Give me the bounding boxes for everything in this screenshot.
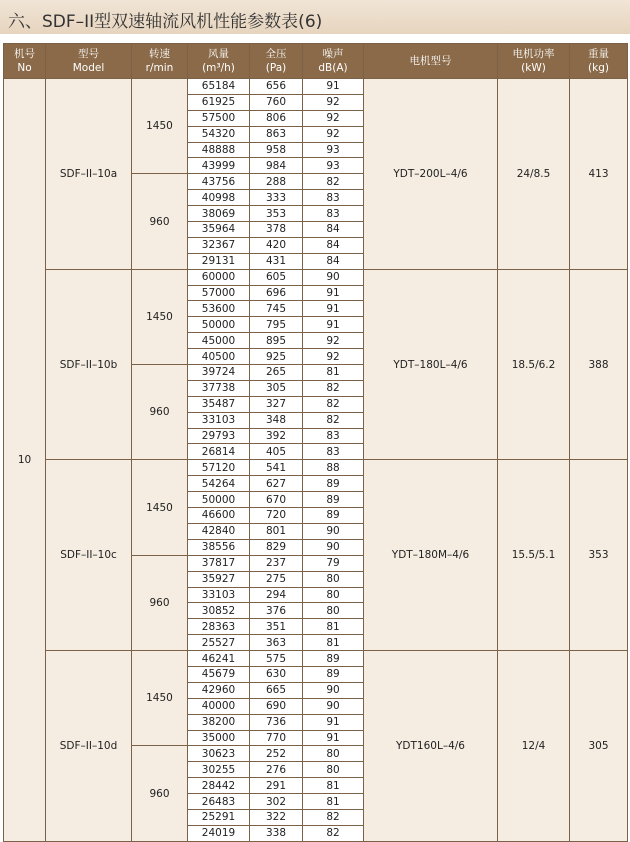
- weight-cell: 388: [570, 269, 628, 460]
- pressure-cell: 736: [250, 714, 303, 730]
- airflow-cell: 37817: [188, 555, 250, 571]
- noise-cell: 89: [303, 476, 364, 492]
- noise-cell: 80: [303, 603, 364, 619]
- airflow-cell: 33103: [188, 587, 250, 603]
- noise-cell: 89: [303, 666, 364, 682]
- noise-cell: 82: [303, 396, 364, 412]
- motor-model-cell: YDT–180L–4/6: [364, 269, 498, 460]
- pressure-cell: 829: [250, 539, 303, 555]
- model-cell: SDF–II–10d: [46, 651, 132, 842]
- pressure-cell: 656: [250, 79, 303, 95]
- airflow-cell: 28363: [188, 619, 250, 635]
- speed-cell: 1450: [132, 460, 188, 555]
- header-label-cn: 电机功率: [512, 48, 555, 60]
- header-label-cn: 风量: [208, 48, 229, 60]
- noise-cell: 92: [303, 94, 364, 110]
- header-cell: [303, 44, 364, 79]
- airflow-cell: 45679: [188, 666, 250, 682]
- speed-cell: 960: [132, 746, 188, 841]
- noise-cell: 81: [303, 619, 364, 635]
- header-cell: [250, 44, 303, 79]
- header-label-cn: 型号: [78, 48, 99, 60]
- header-label-en: Model: [72, 62, 105, 74]
- airflow-cell: 50000: [188, 492, 250, 508]
- pressure-cell: 294: [250, 587, 303, 603]
- airflow-cell: 29793: [188, 428, 250, 444]
- pressure-cell: 665: [250, 682, 303, 698]
- pressure-cell: 863: [250, 126, 303, 142]
- header-label-en: dB(A): [318, 62, 348, 74]
- pressure-cell: 420: [250, 237, 303, 253]
- motor-power-cell: 15.5/5.1: [498, 460, 570, 651]
- airflow-cell: 26814: [188, 444, 250, 460]
- header-label-cn: 电机型号: [409, 55, 452, 67]
- pressure-cell: 302: [250, 794, 303, 810]
- airflow-cell: 54264: [188, 476, 250, 492]
- airflow-cell: 32367: [188, 237, 250, 253]
- noise-cell: 84: [303, 237, 364, 253]
- pressure-cell: 333: [250, 190, 303, 206]
- noise-cell: 80: [303, 571, 364, 587]
- noise-cell: 84: [303, 222, 364, 238]
- pressure-cell: 338: [250, 825, 303, 841]
- airflow-cell: 28442: [188, 778, 250, 794]
- airflow-cell: 35964: [188, 222, 250, 238]
- motor-model-cell: YDT–200L–4/6: [364, 79, 498, 270]
- noise-cell: 92: [303, 333, 364, 349]
- pressure-cell: 958: [250, 142, 303, 158]
- airflow-cell: 61925: [188, 94, 250, 110]
- header-label-en: No: [17, 62, 32, 74]
- pressure-cell: 275: [250, 571, 303, 587]
- pressure-cell: 291: [250, 778, 303, 794]
- pressure-cell: 690: [250, 698, 303, 714]
- pressure-cell: 575: [250, 651, 303, 667]
- noise-cell: 90: [303, 269, 364, 285]
- noise-cell: 82: [303, 380, 364, 396]
- airflow-cell: 40000: [188, 698, 250, 714]
- header-label-en: (kW): [521, 62, 546, 74]
- noise-cell: 82: [303, 174, 364, 190]
- airflow-cell: 54320: [188, 126, 250, 142]
- pressure-cell: 392: [250, 428, 303, 444]
- title-bar: [0, 0, 630, 34]
- noise-cell: 90: [303, 539, 364, 555]
- noise-cell: 90: [303, 698, 364, 714]
- noise-cell: 91: [303, 317, 364, 333]
- pressure-cell: 760: [250, 94, 303, 110]
- speed-cell: 1450: [132, 651, 188, 746]
- noise-cell: 81: [303, 365, 364, 381]
- model-cell: SDF–II–10a: [46, 79, 132, 270]
- pressure-cell: 745: [250, 301, 303, 317]
- pressure-cell: 696: [250, 285, 303, 301]
- noise-cell: 83: [303, 444, 364, 460]
- noise-cell: 79: [303, 555, 364, 571]
- pressure-cell: 895: [250, 333, 303, 349]
- noise-cell: 90: [303, 682, 364, 698]
- airflow-cell: 46241: [188, 651, 250, 667]
- noise-cell: 92: [303, 349, 364, 365]
- airflow-cell: 35000: [188, 730, 250, 746]
- pressure-cell: 630: [250, 666, 303, 682]
- pressure-cell: 627: [250, 476, 303, 492]
- noise-cell: 92: [303, 110, 364, 126]
- noise-cell: 91: [303, 730, 364, 746]
- airflow-cell: 38556: [188, 539, 250, 555]
- noise-cell: 91: [303, 301, 364, 317]
- noise-cell: 83: [303, 428, 364, 444]
- table-row: [4, 79, 628, 95]
- weight-cell: 413: [570, 79, 628, 270]
- table-body: [4, 79, 628, 842]
- weight-cell: 353: [570, 460, 628, 651]
- airflow-cell: 46600: [188, 508, 250, 524]
- header-label-cn: 噪声: [322, 48, 344, 60]
- noise-cell: 81: [303, 794, 364, 810]
- pressure-cell: 770: [250, 730, 303, 746]
- airflow-cell: 48888: [188, 142, 250, 158]
- header-label-cn: 转速: [149, 48, 170, 60]
- noise-cell: 84: [303, 253, 364, 269]
- airflow-cell: 39724: [188, 365, 250, 381]
- pressure-cell: 288: [250, 174, 303, 190]
- airflow-cell: 30255: [188, 762, 250, 778]
- airflow-cell: 30623: [188, 746, 250, 762]
- airflow-cell: 53600: [188, 301, 250, 317]
- header-label-cn: 机号: [14, 48, 35, 60]
- header-cell: [570, 44, 628, 79]
- airflow-cell: 35487: [188, 396, 250, 412]
- page-title: 六、SDF–II型双速轴流风机性能参数表(6): [8, 12, 323, 32]
- speed-cell: 960: [132, 365, 188, 460]
- noise-cell: 89: [303, 508, 364, 524]
- pressure-cell: 363: [250, 635, 303, 651]
- pressure-cell: 327: [250, 396, 303, 412]
- pressure-cell: 984: [250, 158, 303, 174]
- airflow-cell: 25291: [188, 809, 250, 825]
- pressure-cell: 252: [250, 746, 303, 762]
- airflow-cell: 65184: [188, 79, 250, 95]
- table-row: [4, 460, 628, 476]
- noise-cell: 91: [303, 285, 364, 301]
- airflow-cell: 57120: [188, 460, 250, 476]
- airflow-cell: 38200: [188, 714, 250, 730]
- table-header: [4, 44, 628, 79]
- airflow-cell: 42960: [188, 682, 250, 698]
- pressure-cell: 305: [250, 380, 303, 396]
- noise-cell: 90: [303, 523, 364, 539]
- noise-cell: 82: [303, 825, 364, 841]
- header-cell: [364, 44, 498, 79]
- header-cell: [498, 44, 570, 79]
- motor-model-cell: YDT160L–4/6: [364, 651, 498, 842]
- noise-cell: 93: [303, 142, 364, 158]
- airflow-cell: 45000: [188, 333, 250, 349]
- performance-table: [3, 43, 628, 842]
- speed-cell: 1450: [132, 79, 188, 174]
- speed-cell: 960: [132, 174, 188, 269]
- airflow-cell: 50000: [188, 317, 250, 333]
- header-cell: [46, 44, 132, 79]
- noise-cell: 83: [303, 190, 364, 206]
- model-cell: SDF–II–10b: [46, 269, 132, 460]
- pressure-cell: 376: [250, 603, 303, 619]
- airflow-cell: 43999: [188, 158, 250, 174]
- airflow-cell: 30852: [188, 603, 250, 619]
- header-row: [4, 44, 628, 79]
- airflow-cell: 37738: [188, 380, 250, 396]
- pressure-cell: 605: [250, 269, 303, 285]
- noise-cell: 93: [303, 158, 364, 174]
- pressure-cell: 801: [250, 523, 303, 539]
- noise-cell: 81: [303, 635, 364, 651]
- pressure-cell: 405: [250, 444, 303, 460]
- noise-cell: 88: [303, 460, 364, 476]
- airflow-cell: 60000: [188, 269, 250, 285]
- airflow-cell: 43756: [188, 174, 250, 190]
- header-label-cn: 重量: [588, 48, 609, 60]
- airflow-cell: 38069: [188, 206, 250, 222]
- model-cell: SDF–II–10c: [46, 460, 132, 651]
- header-cell: [188, 44, 250, 79]
- header-label-en: (m³/h): [202, 62, 235, 74]
- airflow-cell: 26483: [188, 794, 250, 810]
- noise-cell: 80: [303, 746, 364, 762]
- header-label-cn: 全压: [265, 48, 287, 60]
- pressure-cell: 925: [250, 349, 303, 365]
- pressure-cell: 348: [250, 412, 303, 428]
- noise-cell: 89: [303, 651, 364, 667]
- airflow-cell: 33103: [188, 412, 250, 428]
- table-row: [4, 651, 628, 667]
- header-label-en: (Pa): [265, 62, 287, 74]
- pressure-cell: 351: [250, 619, 303, 635]
- motor-power-cell: 12/4: [498, 651, 570, 842]
- table-row: [4, 269, 628, 285]
- pressure-cell: 265: [250, 365, 303, 381]
- noise-cell: 92: [303, 126, 364, 142]
- pressure-cell: 670: [250, 492, 303, 508]
- airflow-cell: 25527: [188, 635, 250, 651]
- pressure-cell: 237: [250, 555, 303, 571]
- airflow-cell: 57000: [188, 285, 250, 301]
- noise-cell: 83: [303, 206, 364, 222]
- motor-power-cell: 18.5/6.2: [498, 269, 570, 460]
- weight-cell: 305: [570, 651, 628, 842]
- noise-cell: 80: [303, 762, 364, 778]
- noise-cell: 80: [303, 587, 364, 603]
- speed-cell: 1450: [132, 269, 188, 364]
- airflow-cell: 40998: [188, 190, 250, 206]
- airflow-cell: 40500: [188, 349, 250, 365]
- header-cell: [4, 44, 46, 79]
- motor-model-cell: YDT–180M–4/6: [364, 460, 498, 651]
- noise-cell: 91: [303, 79, 364, 95]
- airflow-cell: 57500: [188, 110, 250, 126]
- pressure-cell: 378: [250, 222, 303, 238]
- airflow-cell: 24019: [188, 825, 250, 841]
- noise-cell: 91: [303, 714, 364, 730]
- pressure-cell: 795: [250, 317, 303, 333]
- noise-cell: 89: [303, 492, 364, 508]
- pressure-cell: 353: [250, 206, 303, 222]
- airflow-cell: 29131: [188, 253, 250, 269]
- pressure-cell: 806: [250, 110, 303, 126]
- pressure-cell: 431: [250, 253, 303, 269]
- motor-power-cell: 24/8.5: [498, 79, 570, 270]
- airflow-cell: 35927: [188, 571, 250, 587]
- noise-cell: 81: [303, 778, 364, 794]
- speed-cell: 960: [132, 555, 188, 650]
- header-label-en: (kg): [588, 62, 609, 74]
- pressure-cell: 276: [250, 762, 303, 778]
- header-label-en: r/min: [145, 62, 174, 74]
- pressure-cell: 720: [250, 508, 303, 524]
- pressure-cell: 541: [250, 460, 303, 476]
- machine-no-cell: 10: [4, 79, 46, 842]
- header-cell: [132, 44, 188, 79]
- noise-cell: 82: [303, 412, 364, 428]
- pressure-cell: 322: [250, 809, 303, 825]
- noise-cell: 82: [303, 809, 364, 825]
- airflow-cell: 42840: [188, 523, 250, 539]
